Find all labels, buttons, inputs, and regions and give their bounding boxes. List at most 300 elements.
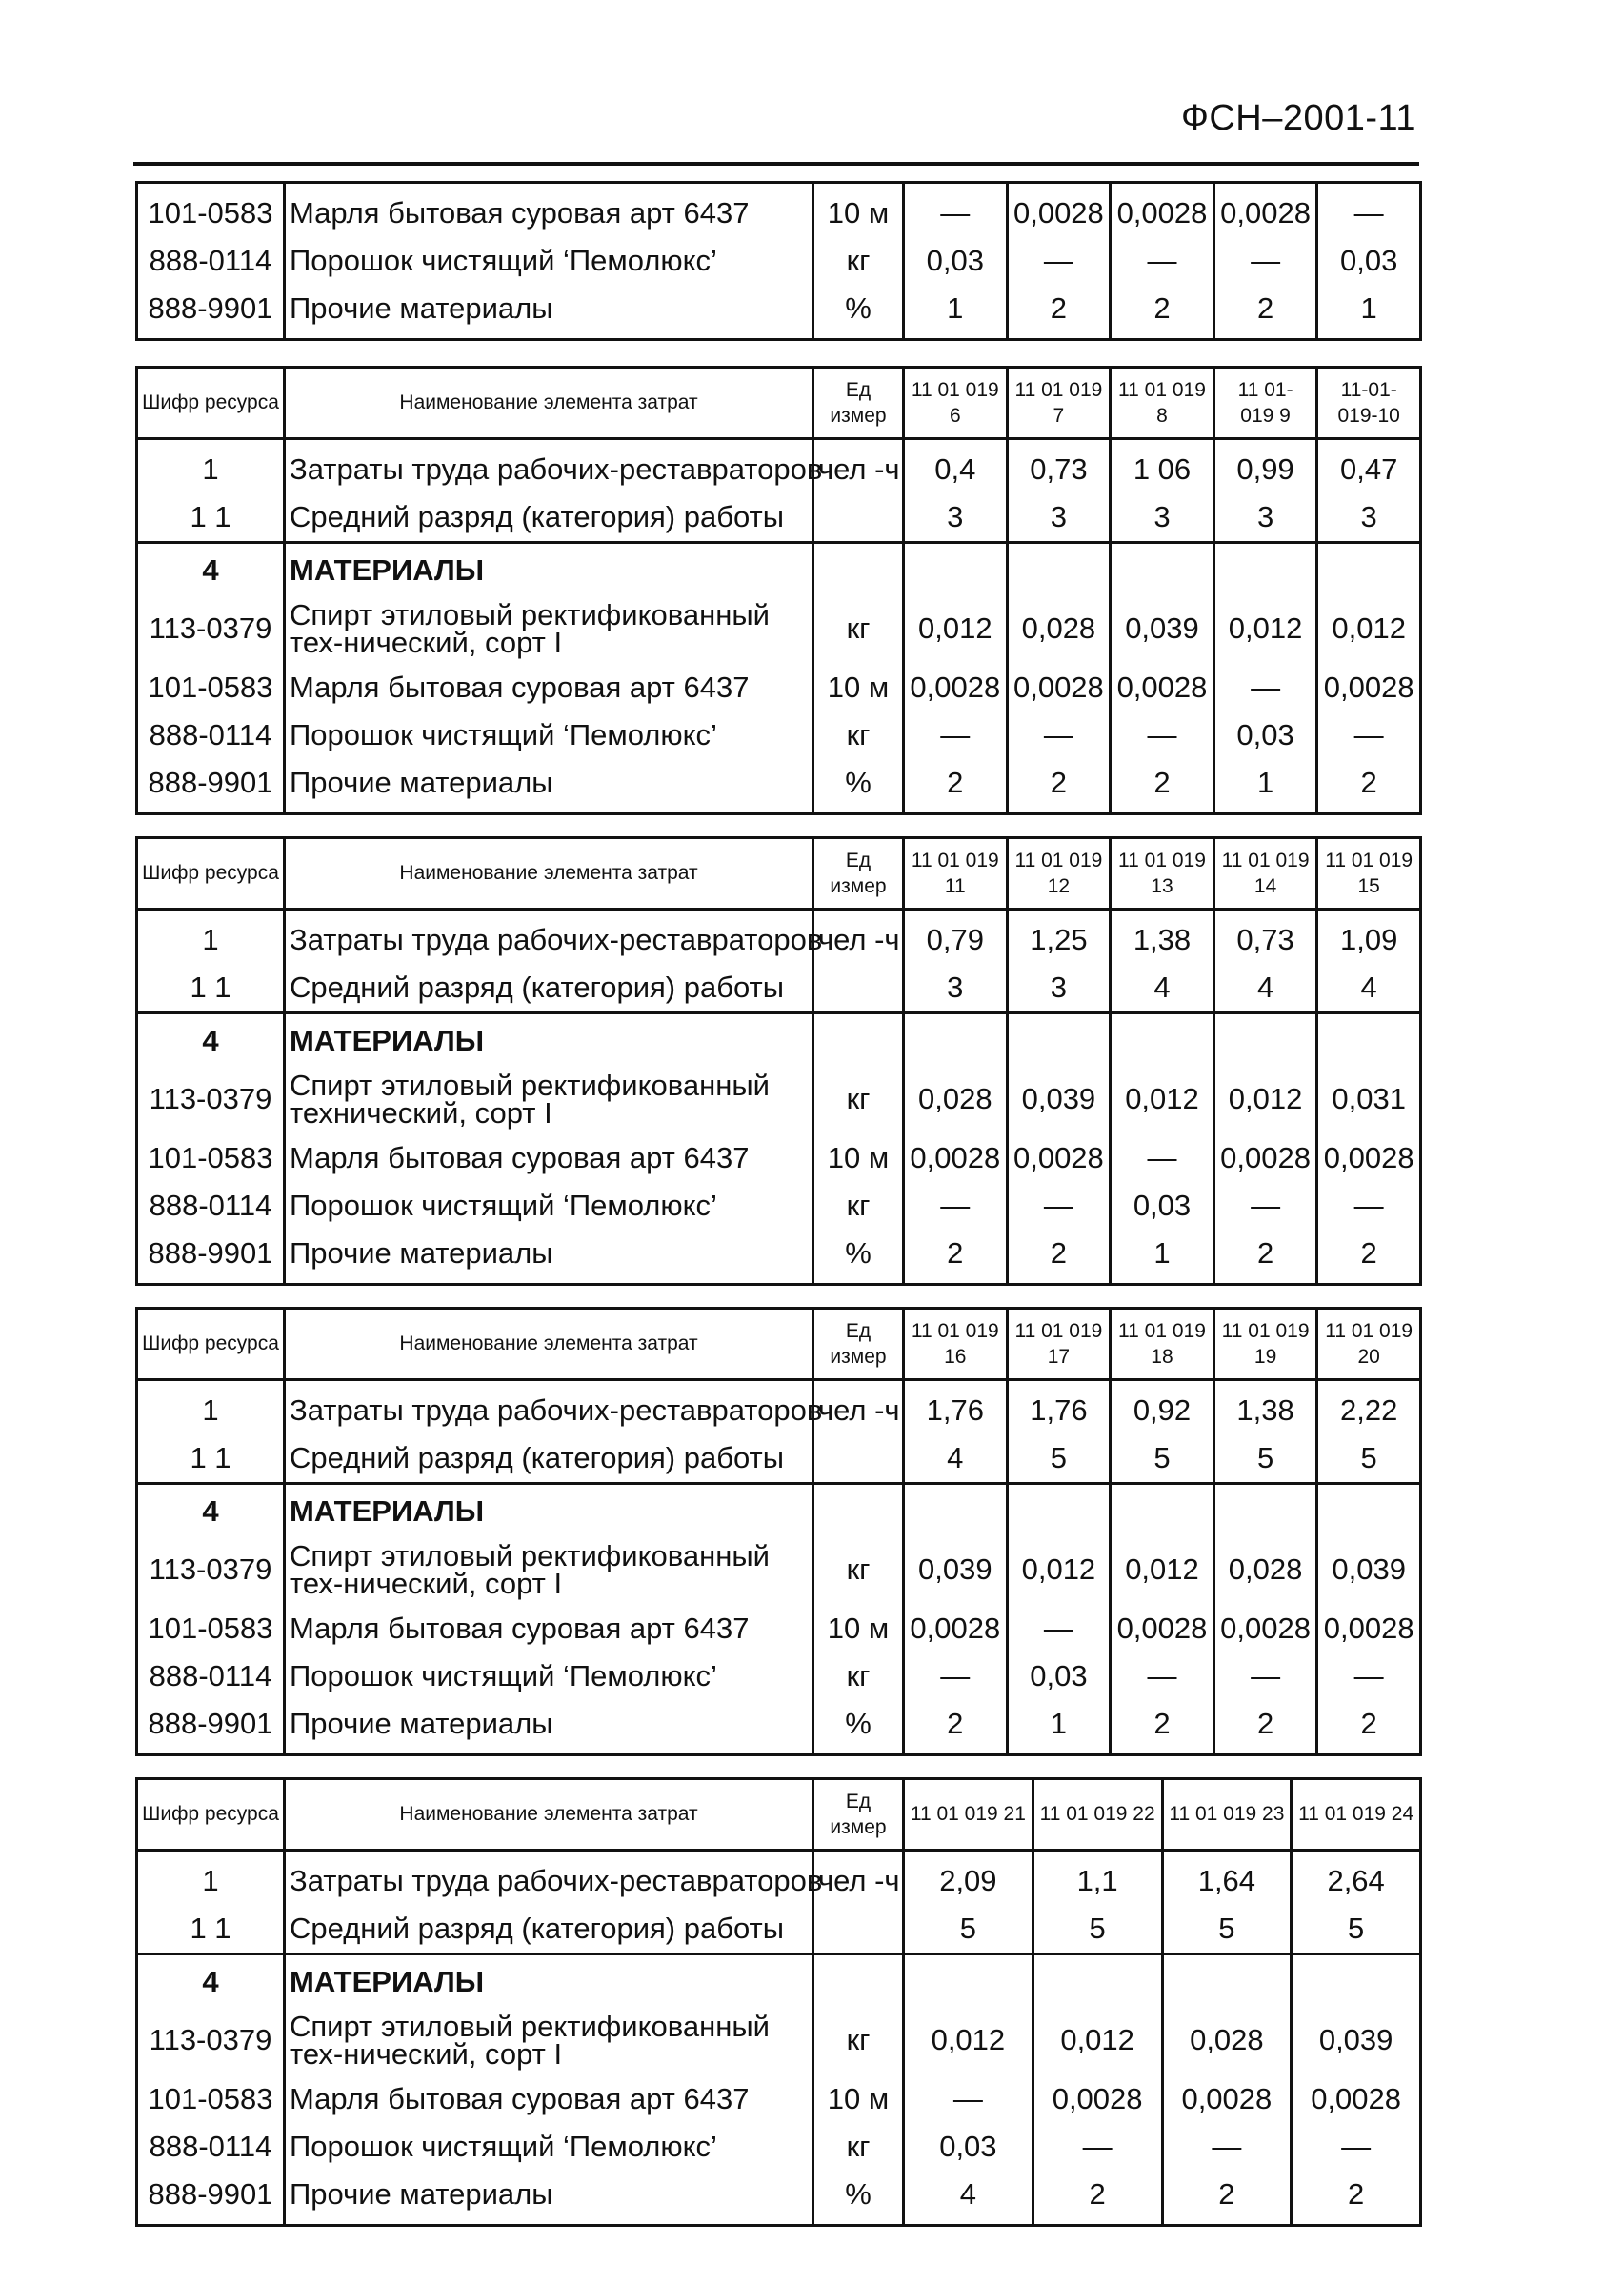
norm-value: 0,73 xyxy=(1007,439,1111,494)
norm-value: 0,4 xyxy=(904,439,1008,494)
norm-value: 2 xyxy=(1213,285,1317,340)
norm-value: 0,028 xyxy=(1213,1534,1317,1605)
norm-value: 0,0028 xyxy=(1213,1605,1317,1652)
norm-value: 3 xyxy=(1007,493,1111,543)
header-unit: Ед измер xyxy=(813,368,904,439)
resource-code: 101-0583 xyxy=(137,1134,285,1182)
section-empty-cell xyxy=(1162,1954,1292,2006)
section-empty-cell xyxy=(1292,1954,1421,2006)
material-row xyxy=(137,2075,1421,2123)
material-row xyxy=(137,285,1421,340)
cost-element-name: Спирт этиловый ректификованный тех-нический, сорт I xyxy=(285,1534,813,1605)
norm-value: 0,0028 xyxy=(1033,2075,1162,2123)
norm-value: — xyxy=(1213,1652,1317,1700)
norm-value: 0,012 xyxy=(1317,593,1421,664)
norm-value: — xyxy=(1317,183,1421,238)
norm-value: 1,38 xyxy=(1213,1380,1317,1435)
resource-code: 113-0379 xyxy=(137,2005,285,2075)
norm-value: 0,0028 xyxy=(1111,1605,1214,1652)
material-row xyxy=(137,2005,1421,2075)
norm-value: 0,0028 xyxy=(1213,1134,1317,1182)
norm-value: 0,73 xyxy=(1213,910,1317,965)
cost-element-name: Спирт этиловый ректификованный технический, сорт I xyxy=(285,1064,813,1134)
resource-code: 1 1 xyxy=(137,1434,285,1484)
norm-value: 0,0028 xyxy=(1007,183,1111,238)
norm-value: 0,0028 xyxy=(1007,1134,1111,1182)
material-row xyxy=(137,237,1421,285)
cost-element-name: Спирт этиловый ректификованный тех-нический, сорт I xyxy=(285,2005,813,2075)
material-row xyxy=(137,664,1421,711)
section-empty-cell xyxy=(813,1954,904,2006)
section-title: МАТЕРИАЛЫ xyxy=(285,1954,813,2006)
cost-element-name: Марля бытовая суровая арт 6437 xyxy=(285,1134,813,1182)
norm-value: 2,64 xyxy=(1292,1851,1421,1906)
norm-value: 1 xyxy=(1317,285,1421,340)
norm-value: — xyxy=(1317,711,1421,759)
header-norm-code: 11 01 019 22 xyxy=(1033,1779,1162,1851)
norm-value: 0,03 xyxy=(1007,1652,1111,1700)
section-empty-cell xyxy=(1007,543,1111,594)
norm-value: 0,012 xyxy=(904,2005,1033,2075)
cost-element-name: Прочие материалы xyxy=(285,1230,813,1285)
header-cost-element: Наименование элемента затрат xyxy=(285,368,813,439)
section-empty-cell xyxy=(904,1484,1008,1535)
cost-element-name: Марля бытовая суровая арт 6437 xyxy=(285,183,813,238)
cost-element-name: Средний разряд (категория) работы xyxy=(285,493,813,543)
section-empty-cell xyxy=(813,1013,904,1065)
labor-row xyxy=(137,1380,1421,1435)
cost-element-name: Спирт этиловый ректификованный тех-нический, сорт I xyxy=(285,593,813,664)
material-row xyxy=(137,759,1421,814)
norm-value: 5 xyxy=(1033,1905,1162,1954)
header-norm-code: 11 01 019 12 xyxy=(1007,838,1111,910)
norm-value: 0,99 xyxy=(1213,439,1317,494)
unit-of-measure: кг xyxy=(813,237,904,285)
grade-row xyxy=(137,1905,1421,1954)
unit-of-measure: % xyxy=(813,1700,904,1755)
unit-of-measure xyxy=(813,493,904,543)
norm-value: 3 xyxy=(1213,493,1317,543)
norm-value: 2 xyxy=(1317,1230,1421,1285)
norm-value: 3 xyxy=(904,964,1008,1013)
norm-value: 2 xyxy=(1292,2171,1421,2226)
unit-of-measure: кг xyxy=(813,2005,904,2075)
cost-element-name: Прочие материалы xyxy=(285,2171,813,2226)
norm-value: — xyxy=(1317,1652,1421,1700)
section-title: МАТЕРИАЛЫ xyxy=(285,1484,813,1535)
unit-of-measure xyxy=(813,1434,904,1484)
unit-of-measure: чел -ч xyxy=(813,910,904,965)
material-row xyxy=(137,1652,1421,1700)
norm-value: 1,25 xyxy=(1007,910,1111,965)
norm-value: — xyxy=(1007,1182,1111,1230)
norm-value: 0,028 xyxy=(1162,2005,1292,2075)
cost-element-name: Затраты труда рабочих-реставраторов xyxy=(285,439,813,494)
header-resource-code: Шифр ресурса xyxy=(137,838,285,910)
norm-value: 3 xyxy=(904,493,1008,543)
norm-value: 0,79 xyxy=(904,910,1008,965)
header-unit: Ед измер xyxy=(813,1309,904,1380)
resource-code: 888-0114 xyxy=(137,237,285,285)
material-row xyxy=(137,711,1421,759)
norm-value: 4 xyxy=(1111,964,1214,1013)
section-empty-cell xyxy=(904,1954,1033,2006)
norm-value: 2,22 xyxy=(1317,1380,1421,1435)
norm-value: 0,031 xyxy=(1317,1064,1421,1134)
material-row xyxy=(137,593,1421,664)
section-empty-cell xyxy=(1111,1484,1214,1535)
norm-value: 2 xyxy=(1111,1700,1214,1755)
continuation-table xyxy=(135,181,1422,341)
material-row xyxy=(137,2171,1421,2226)
unit-of-measure xyxy=(813,964,904,1013)
norm-value: 0,03 xyxy=(1111,1182,1214,1230)
header-norm-code: 11 01 019 6 xyxy=(904,368,1008,439)
norm-value: 1 xyxy=(1111,1230,1214,1285)
header-norm-code: 11 01 019 15 xyxy=(1317,838,1421,910)
norm-value: 0,0028 xyxy=(1213,183,1317,238)
resource-code: 888-0114 xyxy=(137,2123,285,2171)
header-norm-code: 11 01 019 20 xyxy=(1317,1309,1421,1380)
table-header xyxy=(137,838,1421,910)
cost-element-name: Прочие материалы xyxy=(285,285,813,340)
section-empty-cell xyxy=(1111,543,1214,594)
norm-value: 0,012 xyxy=(1111,1064,1214,1134)
norm-value: 2 xyxy=(1007,285,1111,340)
cost-element-name: Затраты труда рабочих-реставраторов xyxy=(285,1380,813,1435)
norm-value: — xyxy=(904,2075,1033,2123)
norm-value: — xyxy=(1007,237,1111,285)
norm-value: 0,028 xyxy=(904,1064,1008,1134)
norm-value: 0,012 xyxy=(1213,593,1317,664)
norm-value: 5 xyxy=(1111,1434,1214,1484)
section-empty-cell xyxy=(904,543,1008,594)
norm-value: 3 xyxy=(1007,964,1111,1013)
section-empty-cell xyxy=(813,543,904,594)
norm-value: — xyxy=(904,711,1008,759)
header-norm-code: 11 01 019 23 xyxy=(1162,1779,1292,1851)
resource-code: 1 1 xyxy=(137,493,285,543)
cost-element-name: Марля бытовая суровая арт 6437 xyxy=(285,664,813,711)
materials-section-row xyxy=(137,1013,1421,1065)
cost-element-name: Порошок чистящий ‘Пемолюкс’ xyxy=(285,1652,813,1700)
norm-value: 0,0028 xyxy=(904,664,1008,711)
section-empty-cell xyxy=(1007,1484,1111,1535)
norm-value: 0,0028 xyxy=(1292,2075,1421,2123)
norm-value: 5 xyxy=(1213,1434,1317,1484)
norm-value: 5 xyxy=(1292,1905,1421,1954)
norm-value: 2 xyxy=(1162,2171,1292,2226)
header-cost-element: Наименование элемента затрат xyxy=(285,1309,813,1380)
header-norm-code: 11 01 019 21 xyxy=(904,1779,1033,1851)
header-norm-code: 11 01- 019 9 xyxy=(1213,368,1317,439)
resource-code: 1 1 xyxy=(137,1905,285,1954)
unit-of-measure: чел -ч xyxy=(813,439,904,494)
cost-element-name: Средний разряд (категория) работы xyxy=(285,964,813,1013)
norm-value: 2 xyxy=(1033,2171,1162,2226)
material-row xyxy=(137,1700,1421,1755)
resource-code: 1 xyxy=(137,1851,285,1906)
unit-of-measure: кг xyxy=(813,711,904,759)
norm-value: 1,76 xyxy=(1007,1380,1111,1435)
header-norm-code: 11 01 019 11 xyxy=(904,838,1008,910)
section-code: 4 xyxy=(137,1013,285,1065)
cost-element-name: Марля бытовая суровая арт 6437 xyxy=(285,1605,813,1652)
unit-of-measure: 10 м xyxy=(813,2075,904,2123)
resource-code: 113-0379 xyxy=(137,1064,285,1134)
norm-table xyxy=(135,1777,1422,2227)
norm-value: 0,03 xyxy=(904,237,1008,285)
norm-value: 0,92 xyxy=(1111,1380,1214,1435)
header-resource-code: Шифр ресурса xyxy=(137,368,285,439)
material-row xyxy=(137,1064,1421,1134)
norm-value: 1,38 xyxy=(1111,910,1214,965)
section-empty-cell xyxy=(813,1484,904,1535)
norm-value: — xyxy=(1213,1182,1317,1230)
unit-of-measure: 10 м xyxy=(813,1134,904,1182)
resource-code: 101-0583 xyxy=(137,2075,285,2123)
resource-code: 101-0583 xyxy=(137,664,285,711)
norm-value: 0,0028 xyxy=(904,1605,1008,1652)
header-cost-element: Наименование элемента затрат xyxy=(285,838,813,910)
norm-value: 0,028 xyxy=(1007,593,1111,664)
norm-value: — xyxy=(1292,2123,1421,2171)
section-code: 4 xyxy=(137,1954,285,2006)
norm-value: — xyxy=(904,1652,1008,1700)
norm-value: 0,039 xyxy=(1317,1534,1421,1605)
norm-value: 2 xyxy=(1213,1700,1317,1755)
norm-value: 0,012 xyxy=(1213,1064,1317,1134)
materials-section-row xyxy=(137,1484,1421,1535)
norm-value: 2 xyxy=(904,759,1008,814)
section-empty-cell xyxy=(1213,1013,1317,1065)
unit-of-measure: % xyxy=(813,759,904,814)
norm-value: 2 xyxy=(1317,759,1421,814)
norm-value: 0,012 xyxy=(1111,1534,1214,1605)
norm-value: 4 xyxy=(904,2171,1033,2226)
cost-element-name: Затраты труда рабочих-реставраторов xyxy=(285,910,813,965)
grade-row xyxy=(137,964,1421,1013)
norm-value: 2,09 xyxy=(904,1851,1033,1906)
norm-value: 2 xyxy=(1111,759,1214,814)
header-unit: Ед измер xyxy=(813,838,904,910)
norm-value: 0,012 xyxy=(904,593,1008,664)
cost-element-name: Средний разряд (категория) работы xyxy=(285,1434,813,1484)
norm-value: 1 06 xyxy=(1111,439,1214,494)
norm-value: 1,64 xyxy=(1162,1851,1292,1906)
norm-value: 0,03 xyxy=(1213,711,1317,759)
norm-value: 0,012 xyxy=(1033,2005,1162,2075)
norm-value: — xyxy=(1111,237,1214,285)
norm-value: 0,0028 xyxy=(1317,664,1421,711)
resource-code: 1 xyxy=(137,910,285,965)
norm-value: — xyxy=(904,183,1008,238)
section-code: 4 xyxy=(137,543,285,594)
grade-row xyxy=(137,1434,1421,1484)
norm-value: 4 xyxy=(904,1434,1008,1484)
unit-of-measure: 10 м xyxy=(813,664,904,711)
labor-row xyxy=(137,1851,1421,1906)
header-norm-code: 11 01 019 16 xyxy=(904,1309,1008,1380)
norm-value: 2 xyxy=(904,1230,1008,1285)
header-norm-code: 11 01 019 17 xyxy=(1007,1309,1111,1380)
unit-of-measure: чел -ч xyxy=(813,1851,904,1906)
header-norm-code: 11 01 019 13 xyxy=(1111,838,1214,910)
norm-value: 2 xyxy=(1317,1700,1421,1755)
table-header xyxy=(137,1779,1421,1851)
grade-row xyxy=(137,493,1421,543)
resource-code: 1 xyxy=(137,1380,285,1435)
resource-code: 888-9901 xyxy=(137,1230,285,1285)
norm-table xyxy=(135,836,1422,1286)
section-empty-cell xyxy=(1033,1954,1162,2006)
norm-value: 2 xyxy=(1007,1230,1111,1285)
resource-code: 888-0114 xyxy=(137,1182,285,1230)
norm-value: 5 xyxy=(904,1905,1033,1954)
cost-element-name: Порошок чистящий ‘Пемолюкс’ xyxy=(285,2123,813,2171)
resource-code: 888-9901 xyxy=(137,1700,285,1755)
cost-element-name: Затраты труда рабочих-реставраторов xyxy=(285,1851,813,1906)
norm-value: — xyxy=(904,1182,1008,1230)
header-norm-code: 11 01 019 7 xyxy=(1007,368,1111,439)
norm-value: 1 xyxy=(1007,1700,1111,1755)
norm-value: — xyxy=(1162,2123,1292,2171)
section-empty-cell xyxy=(1213,543,1317,594)
resource-code: 888-0114 xyxy=(137,711,285,759)
unit-of-measure: кг xyxy=(813,1064,904,1134)
section-title: МАТЕРИАЛЫ xyxy=(285,543,813,594)
unit-of-measure xyxy=(813,1905,904,1954)
norm-value: — xyxy=(1007,711,1111,759)
norm-value: 0,0028 xyxy=(1162,2075,1292,2123)
header-norm-code: 11 01 019 14 xyxy=(1213,838,1317,910)
material-row xyxy=(137,1134,1421,1182)
norm-value: — xyxy=(1007,1605,1111,1652)
norm-value: 4 xyxy=(1317,964,1421,1013)
norm-value: 1,1 xyxy=(1033,1851,1162,1906)
norm-value: 2 xyxy=(1007,759,1111,814)
norm-value: — xyxy=(1033,2123,1162,2171)
unit-of-measure: 10 м xyxy=(813,1605,904,1652)
section-empty-cell xyxy=(1213,1484,1317,1535)
norm-value: 4 xyxy=(1213,964,1317,1013)
resource-code: 888-9901 xyxy=(137,759,285,814)
norm-value: 0,039 xyxy=(1111,593,1214,664)
unit-of-measure: кг xyxy=(813,1182,904,1230)
norm-value: 1 xyxy=(904,285,1008,340)
material-row xyxy=(137,2123,1421,2171)
section-empty-cell xyxy=(1317,543,1421,594)
header-norm-code: 11 01 019 24 xyxy=(1292,1779,1421,1851)
materials-section-row xyxy=(137,1954,1421,2006)
norm-value: 0,03 xyxy=(1317,237,1421,285)
resource-code: 888-0114 xyxy=(137,1652,285,1700)
norm-value: 5 xyxy=(1162,1905,1292,1954)
norm-value: — xyxy=(1111,1134,1214,1182)
norm-value: 0,0028 xyxy=(1317,1605,1421,1652)
unit-of-measure: % xyxy=(813,2171,904,2226)
unit-of-measure: кг xyxy=(813,2123,904,2171)
cost-element-name: Порошок чистящий ‘Пемолюкс’ xyxy=(285,1182,813,1230)
norm-value: 0,039 xyxy=(1007,1064,1111,1134)
resource-code: 113-0379 xyxy=(137,593,285,664)
material-row xyxy=(137,1605,1421,1652)
norm-value: 0,47 xyxy=(1317,439,1421,494)
norm-table xyxy=(135,366,1422,815)
cost-element-name: Порошок чистящий ‘Пемолюкс’ xyxy=(285,237,813,285)
norm-value: 3 xyxy=(1111,493,1214,543)
norm-value: 2 xyxy=(904,1700,1008,1755)
norm-value: 3 xyxy=(1317,493,1421,543)
cost-element-name: Прочие материалы xyxy=(285,759,813,814)
header-rule xyxy=(133,162,1419,166)
norm-value: 0,0028 xyxy=(904,1134,1008,1182)
norm-value: 2 xyxy=(1111,285,1214,340)
table-header xyxy=(137,368,1421,439)
norm-value: 0,0028 xyxy=(1111,183,1214,238)
unit-of-measure: % xyxy=(813,285,904,340)
norm-value: 0,03 xyxy=(904,2123,1033,2171)
header-norm-code: 11 01 019 18 xyxy=(1111,1309,1214,1380)
section-empty-cell xyxy=(1111,1013,1214,1065)
unit-of-measure: кг xyxy=(813,593,904,664)
labor-row xyxy=(137,439,1421,494)
material-row xyxy=(137,1534,1421,1605)
material-row xyxy=(137,183,1421,238)
norm-value: 5 xyxy=(1007,1434,1111,1484)
document-code: ФСН–2001-11 xyxy=(1180,98,1416,138)
resource-code: 101-0583 xyxy=(137,1605,285,1652)
resource-code: 113-0379 xyxy=(137,1534,285,1605)
norm-value: 0,012 xyxy=(1007,1534,1111,1605)
table-header xyxy=(137,1309,1421,1380)
norm-value: 0,039 xyxy=(904,1534,1008,1605)
norm-value: 0,0028 xyxy=(1007,664,1111,711)
material-row xyxy=(137,1230,1421,1285)
resource-code: 888-9901 xyxy=(137,285,285,340)
section-title: МАТЕРИАЛЫ xyxy=(285,1013,813,1065)
cost-element-name: Порошок чистящий ‘Пемолюкс’ xyxy=(285,711,813,759)
norm-value: — xyxy=(1317,1182,1421,1230)
resource-code: 1 1 xyxy=(137,964,285,1013)
norm-value: 1 xyxy=(1213,759,1317,814)
unit-of-measure: % xyxy=(813,1230,904,1285)
norm-value: 1,76 xyxy=(904,1380,1008,1435)
resource-code: 1 xyxy=(137,439,285,494)
norm-value: 1,09 xyxy=(1317,910,1421,965)
header-resource-code: Шифр ресурса xyxy=(137,1779,285,1851)
resource-code: 101-0583 xyxy=(137,183,285,238)
norm-value: 5 xyxy=(1317,1434,1421,1484)
section-empty-cell xyxy=(1317,1013,1421,1065)
material-row xyxy=(137,1182,1421,1230)
unit-of-measure: 10 м xyxy=(813,183,904,238)
header-unit: Ед измер xyxy=(813,1779,904,1851)
norm-value: 0,0028 xyxy=(1317,1134,1421,1182)
section-empty-cell xyxy=(1317,1484,1421,1535)
norm-value: — xyxy=(1213,664,1317,711)
labor-row xyxy=(137,910,1421,965)
resource-code: 888-9901 xyxy=(137,2171,285,2226)
header-resource-code: Шифр ресурса xyxy=(137,1309,285,1380)
section-empty-cell xyxy=(1007,1013,1111,1065)
norm-value: — xyxy=(1213,237,1317,285)
norm-value: — xyxy=(1111,1652,1214,1700)
header-norm-code: 11 01 019 19 xyxy=(1213,1309,1317,1380)
materials-section-row xyxy=(137,543,1421,594)
cost-element-name: Прочие материалы xyxy=(285,1700,813,1755)
norm-value: 0,039 xyxy=(1292,2005,1421,2075)
